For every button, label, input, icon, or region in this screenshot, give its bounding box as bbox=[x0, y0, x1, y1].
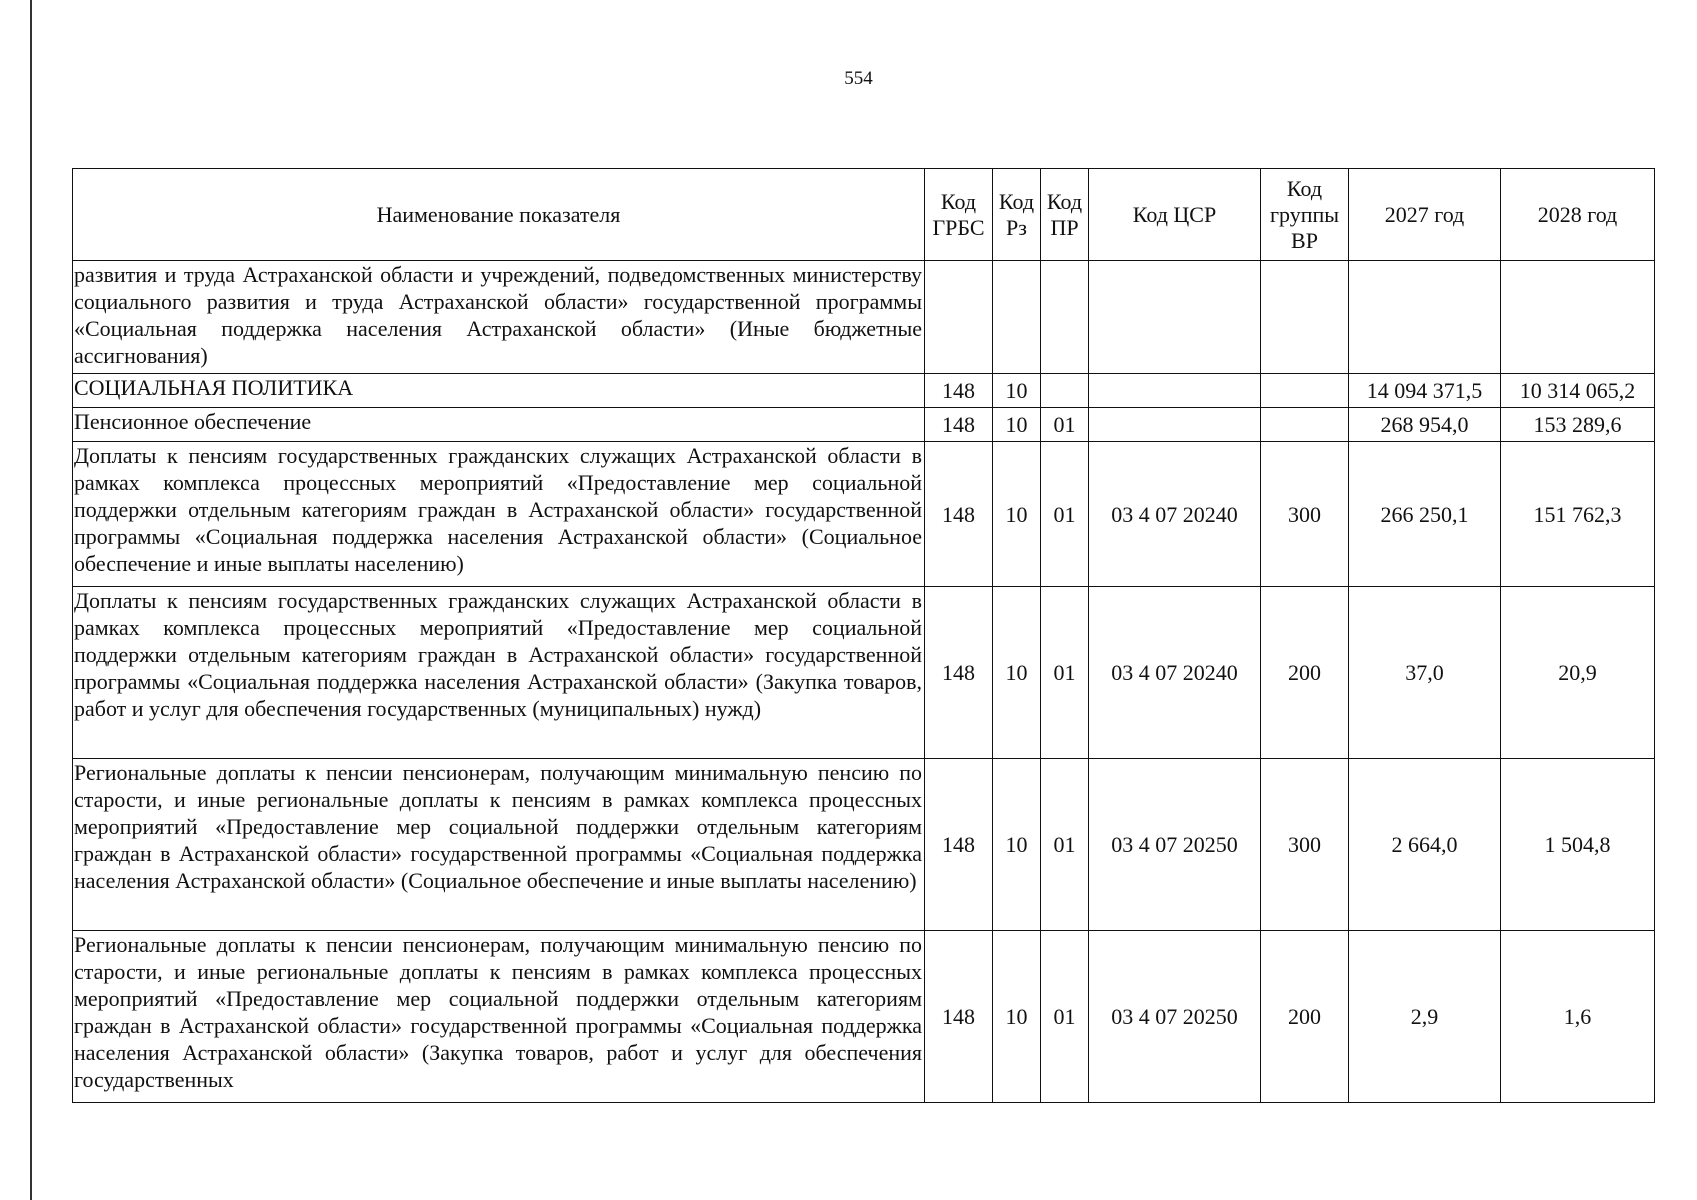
row-2027: 37,0 bbox=[1349, 587, 1501, 759]
row-2027: 14 094 371,5 bbox=[1349, 374, 1501, 408]
header-vr: Код группы ВР bbox=[1261, 169, 1349, 261]
row-name: СОЦИАЛЬНАЯ ПОЛИТИКА bbox=[73, 374, 925, 408]
table-row bbox=[73, 587, 1655, 759]
row-vr: 300 bbox=[1261, 759, 1349, 931]
row-pr: 01 bbox=[1041, 587, 1089, 759]
header-csr: Код ЦСР bbox=[1089, 169, 1261, 261]
row-rz: 10 bbox=[993, 374, 1041, 408]
row-name: Доплаты к пенсиям государственных гражданских служащих Астраханской области в рамках комплекса процессных мероприятий «Предоставление мер социальной поддержки отдельным категориям граждан в Астраханской области» государственной программы «Социальная поддержка населения Астраханской области» (Социальное обеспечение и иные выплаты населению) bbox=[73, 442, 925, 587]
table-row bbox=[73, 261, 1655, 374]
row-rz: 10 bbox=[993, 587, 1041, 759]
row-name: Региональные доплаты к пенсии пенсионерам, получающим минимальную пенсию по старости, и иные региональные доплаты к пенсиям в рамках комплекса процессных мероприятий «Предоставление мер социальной поддержки отдельным категориям граждан в Астраханской области» государственной программы «Социальная поддержка населения Астраханской области» (Закупка товаров, работ и услуг для обеспечения государственных bbox=[73, 931, 925, 1103]
row-grbs: 148 bbox=[925, 374, 993, 408]
row-name: Доплаты к пенсиям государственных гражданских служащих Астраханской области в рамках комплекса процессных мероприятий «Предоставление мер социальной поддержки отдельным категориям граждан в Астраханской области» государственной программы «Социальная поддержка населения Астраханской области» (Закупка товаров, работ и услуг для обеспечения государственных (муниципальных) нужд) bbox=[73, 587, 925, 759]
row-rz: 10 bbox=[993, 442, 1041, 587]
header-name: Наименование показателя bbox=[73, 169, 925, 261]
row-rz: 10 bbox=[993, 931, 1041, 1103]
row-2027 bbox=[1349, 261, 1501, 374]
row-pr bbox=[1041, 374, 1089, 408]
row-name: развития и труда Астраханской области и учреждений, подведомственных министерству социального развития и труда Астраханской области» государственной программы «Социальная поддержка населения Астраханской области» (Иные бюджетные ассигнования) bbox=[73, 261, 925, 374]
table-row bbox=[73, 931, 1655, 1103]
row-csr: 03 4 07 20240 bbox=[1089, 442, 1261, 587]
row-csr bbox=[1089, 408, 1261, 442]
budget-table bbox=[72, 168, 1655, 1103]
table-row bbox=[73, 759, 1655, 931]
row-csr: 03 4 07 20240 bbox=[1089, 587, 1261, 759]
row-vr: 200 bbox=[1261, 587, 1349, 759]
row-name: Пенсионное обеспечение bbox=[73, 408, 925, 442]
row-csr bbox=[1089, 374, 1261, 408]
row-csr: 03 4 07 20250 bbox=[1089, 931, 1261, 1103]
row-rz: 10 bbox=[993, 408, 1041, 442]
row-name: Региональные доплаты к пенсии пенсионерам, получающим минимальную пенсию по старости, и иные региональные доплаты к пенсиям в рамках комплекса процессных мероприятий «Предоставление мер социальной поддержки отдельным категориям граждан в Астраханской области» государственной программы «Социальная поддержка населения Астраханской области» (Социальное обеспечение и иные выплаты населению) bbox=[73, 759, 925, 931]
row-vr bbox=[1261, 261, 1349, 374]
scan-edge-line bbox=[30, 0, 32, 1200]
row-2028: 10 314 065,2 bbox=[1501, 374, 1655, 408]
row-2028: 20,9 bbox=[1501, 587, 1655, 759]
row-2028: 153 289,6 bbox=[1501, 408, 1655, 442]
row-grbs: 148 bbox=[925, 931, 993, 1103]
row-pr: 01 bbox=[1041, 759, 1089, 931]
table-row bbox=[73, 408, 1655, 442]
row-pr: 01 bbox=[1041, 931, 1089, 1103]
header-grbs: Код ГРБС bbox=[925, 169, 993, 261]
table-row bbox=[73, 374, 1655, 408]
header-2028: 2028 год bbox=[1501, 169, 1655, 261]
row-vr: 300 bbox=[1261, 442, 1349, 587]
row-vr bbox=[1261, 374, 1349, 408]
header-2027: 2027 год bbox=[1349, 169, 1501, 261]
row-grbs: 148 bbox=[925, 759, 993, 931]
header-pr: Код ПР bbox=[1041, 169, 1089, 261]
row-rz bbox=[993, 261, 1041, 374]
row-pr: 01 bbox=[1041, 408, 1089, 442]
row-pr: 01 bbox=[1041, 442, 1089, 587]
row-grbs bbox=[925, 261, 993, 374]
row-grbs: 148 bbox=[925, 442, 993, 587]
table-row bbox=[73, 442, 1655, 587]
row-vr: 200 bbox=[1261, 931, 1349, 1103]
row-2027: 268 954,0 bbox=[1349, 408, 1501, 442]
header-rz: Код Рз bbox=[993, 169, 1041, 261]
row-vr bbox=[1261, 408, 1349, 442]
row-2028: 151 762,3 bbox=[1501, 442, 1655, 587]
page-number: 554 bbox=[844, 68, 873, 89]
row-2027: 266 250,1 bbox=[1349, 442, 1501, 587]
row-csr bbox=[1089, 261, 1261, 374]
row-2027: 2 664,0 bbox=[1349, 759, 1501, 931]
row-2027: 2,9 bbox=[1349, 931, 1501, 1103]
row-grbs: 148 bbox=[925, 408, 993, 442]
row-csr: 03 4 07 20250 bbox=[1089, 759, 1261, 931]
row-2028: 1,6 bbox=[1501, 931, 1655, 1103]
header-row bbox=[73, 169, 1655, 261]
row-2028 bbox=[1501, 261, 1655, 374]
row-pr bbox=[1041, 261, 1089, 374]
row-2028: 1 504,8 bbox=[1501, 759, 1655, 931]
row-rz: 10 bbox=[993, 759, 1041, 931]
row-grbs: 148 bbox=[925, 587, 993, 759]
